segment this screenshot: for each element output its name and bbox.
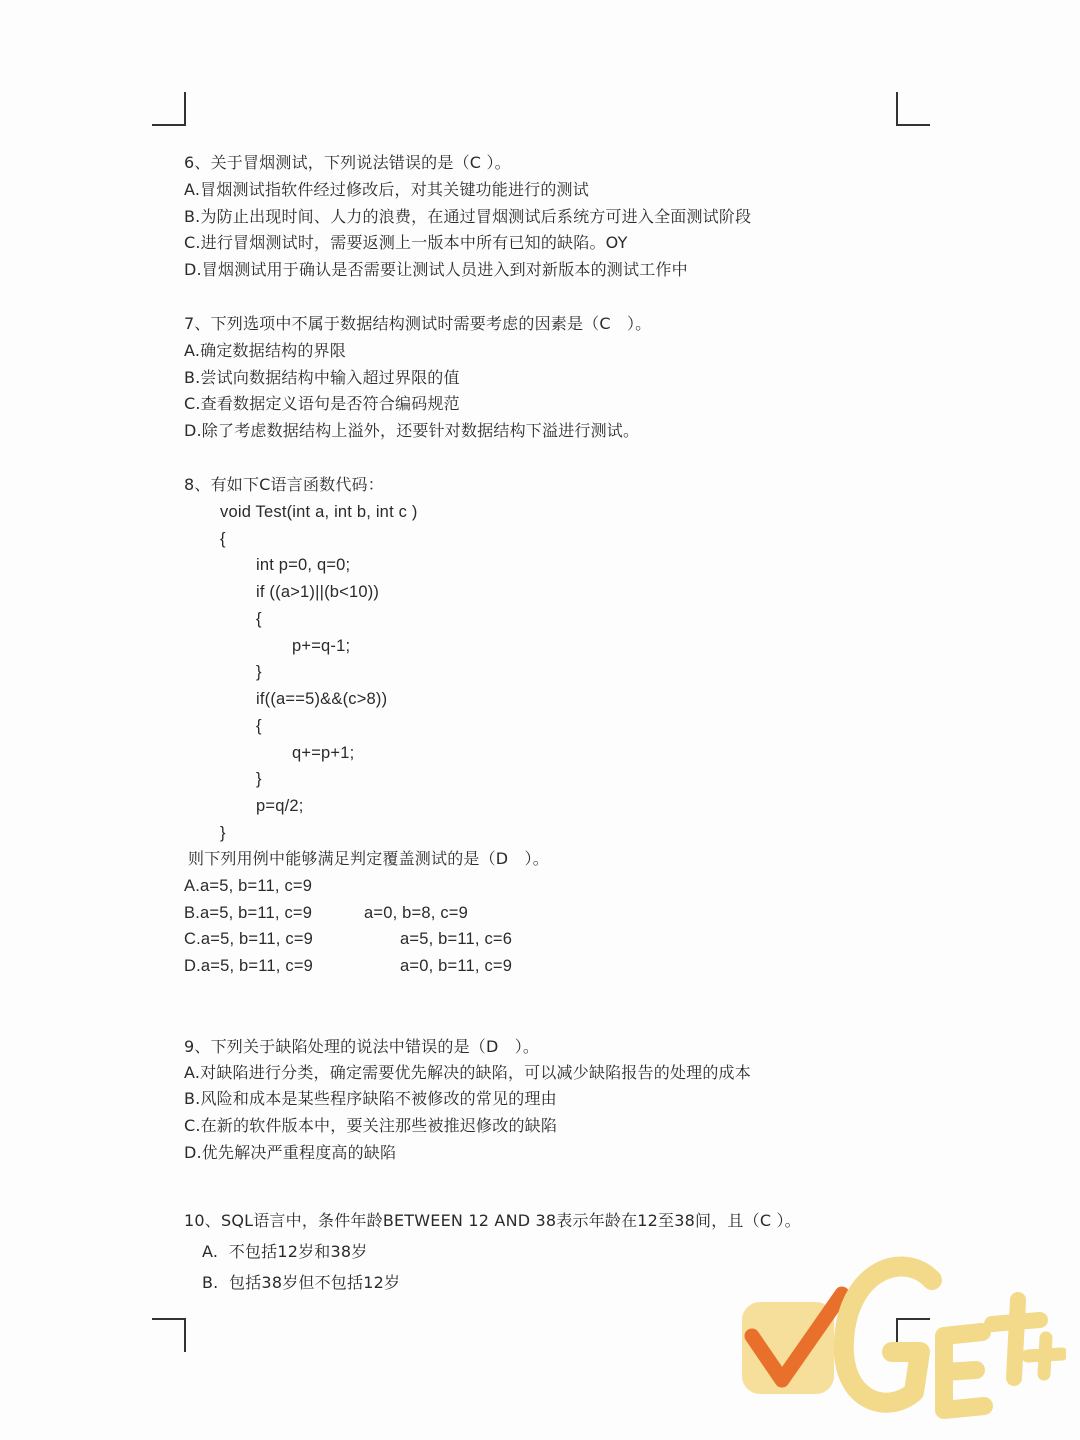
question-8-option-c: C.a=5, b=11, c=9 [184,930,314,948]
question-8-prompt: 则下列用例中能够满足判定覆盖测试的是（D ）。 [188,849,549,868]
code-line: { [256,717,262,735]
question-7-option-b: B.尝试向数据结构中输入超过界限的值 [184,368,460,387]
question-9-stem: 9、下列关于缺陷处理的说法中错误的是（D ）。 [184,1037,540,1056]
question-10-option-a: A. 不包括12岁和38岁 [202,1242,368,1261]
code-line: } [220,824,226,842]
logo-letter-e [944,1332,984,1410]
question-10-stem: 10、SQL语言中，条件年龄BETWEEN 12 AND 38表示年龄在12至38间，且（C ）。 [184,1211,801,1230]
question-6-option-a: A.冒烟测试指软件经过修改后，对其关键功能进行的测试 [184,180,589,199]
logo-letter-g [844,1267,932,1403]
question-8-option-a: A.a=5, b=11, c=9 [184,877,313,895]
question-7-stem: 7、下列选项中不属于数据结构测试时需要考虑的因素是（C ）。 [184,314,652,333]
crop-mark-top-right [896,92,930,126]
code-line: if((a==5)&&(c>8)) [256,690,388,708]
question-10-option-b: B. 包括38岁但不包括12岁 [202,1273,401,1292]
code-line: void Test(int a, int b, int c ) [220,503,418,521]
question-6-option-d: D.冒烟测试用于确认是否需要让测试人员进入到对新版本的测试工作中 [184,260,688,279]
question-6-option-c: C.进行冒烟测试时，需要返测上一版本中所有已知的缺陷。OY [184,233,628,252]
question-7-option-a: A.确定数据结构的界限 [184,341,346,360]
crop-mark-top-left [152,92,186,126]
code-line: { [220,530,226,548]
question-8-option-c-extra: a=5, b=11, c=6 [400,930,513,948]
code-line: int p=0, q=0; [256,556,351,574]
question-9-option-b: B.风险和成本是某些程序缺陷不被修改的常见的理由 [184,1089,557,1108]
question-9-option-d: D.优先解决严重程度高的缺陷 [184,1143,397,1162]
code-line: } [256,770,262,788]
crop-mark-bottom-left [152,1318,186,1352]
code-line: p+=q-1; [292,637,351,655]
question-8-option-d-extra: a=0, b=11, c=9 [400,957,513,975]
question-9-option-c: C.在新的软件版本中，要关注那些被推迟修改的缺陷 [184,1116,558,1135]
get-plus-watermark-logo [736,1240,1066,1430]
question-7-option-c: C.查看数据定义语句是否符合编码规范 [184,394,460,413]
question-9-option-a: A.对缺陷进行分类，确定需要优先解决的缺陷，可以减少缺陷报告的处理的成本 [184,1063,751,1082]
code-line: } [256,663,262,681]
code-line: p=q/2; [256,797,304,815]
question-7-option-d: D.除了考虑数据结构上溢外，还要针对数据结构下溢进行测试。 [184,421,640,440]
code-line: q+=p+1; [292,744,355,762]
question-8-stem: 8、有如下C语言函数代码： [184,475,384,494]
logo-plus [1028,1338,1062,1374]
question-8-option-b-extra: a=0, b=8, c=9 [364,904,468,922]
logo-letter-t [992,1300,1040,1378]
code-line: if ((a>1)||(b<10)) [256,583,380,601]
question-8-option-d: D.a=5, b=11, c=9 [184,957,314,975]
question-8-option-b: B.a=5, b=11, c=9 [184,904,313,922]
question-6-option-b: B.为防止出现时间、人力的浪费，在通过冒烟测试后系统方可进入全面测试阶段 [184,207,752,226]
code-line: { [256,610,262,628]
question-6-stem: 6、关于冒烟测试，下列说法错误的是（C ）。 [184,153,511,172]
